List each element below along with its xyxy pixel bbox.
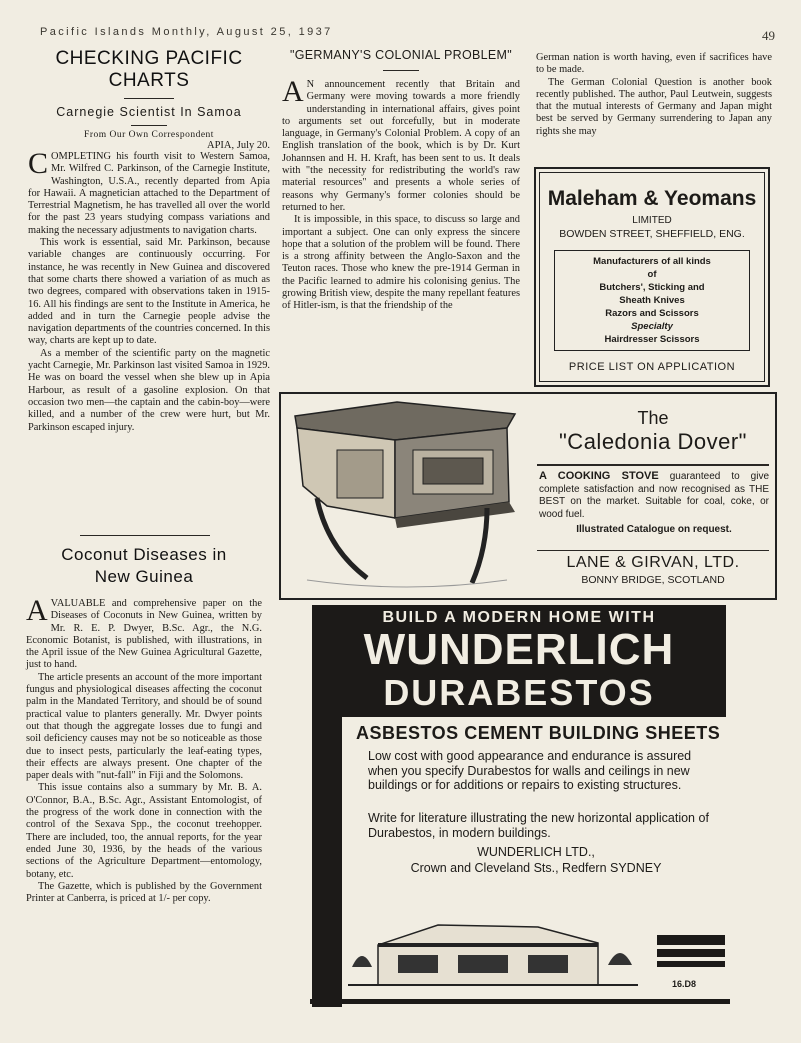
article-checking-charts bbox=[28, 48, 270, 434]
wunderlich-body1: Low cost with good appearance and endurance is assured when you specify Durabestos for walls and ceilings in new buildings or for additions or repairs to existing structures. bbox=[368, 749, 692, 792]
wunderlich-code: 16.D8 bbox=[672, 979, 697, 989]
article1-subtitle: Carnegie Scientist In Samoa bbox=[56, 105, 242, 119]
maleham-box-line: Specialty bbox=[631, 321, 673, 332]
wunderlich-banner bbox=[312, 605, 726, 717]
article3-paragraph: The German Colonial Question is another book recently published. The author, Paul Leutwein, suggests that the mutual interests of Germany and Japan might best be served by Germany surrendering to Japan any rights she may bbox=[536, 76, 772, 137]
caledonia-name: "Caledonia Dover" bbox=[559, 429, 747, 454]
ad-wunderlich bbox=[312, 605, 726, 1007]
divider bbox=[537, 464, 769, 466]
drop-cap: A bbox=[26, 594, 48, 627]
wunderlich-stripe bbox=[657, 961, 725, 967]
article3-paragraph: It is impossible, in this space, to discuss so large and important a subject. One can only express the sincere hope that a solution of the problem will be found. There is a strong affinity between the Anglo-Saxon and the Teuton races. Those who knew the pre-1914 German in the Pacific learned to admire his colonising genius. The growing British view, despite the many repellant features of Hitler-ism, is that the friendship of the bbox=[282, 214, 520, 312]
ad-caledonia-dover bbox=[279, 392, 777, 600]
wunderlich-stripe bbox=[657, 949, 725, 957]
maleham-box-line: Hairdresser Scissors bbox=[604, 334, 700, 345]
wunderlich-side-bar bbox=[312, 717, 342, 1007]
drop-cap: C bbox=[28, 147, 49, 180]
page-number: 49 bbox=[762, 28, 775, 43]
article2-title-line1: Coconut Diseases in bbox=[61, 545, 227, 564]
maleham-limited: LIMITED bbox=[632, 215, 672, 226]
article2-paragraph: The article presents an account of the more important fungus and physiological diseases affecting the coconut palm in the Mandated Territory, and should be of sound practical value to planters generally. Mr. Dwyer points out that though the aggregate losses due to fungi and soil deficiency causes may not be so noticeable as those due to insect pests, particularly the leaf-eating types, their effects are always present. One chapter of the paper deals with "nut-fall" in Fiji and the Solomons. bbox=[26, 671, 262, 782]
maleham-address: BOWDEN STREET, SHEFFIELD, ENG. bbox=[559, 228, 745, 240]
wunderlich-brand: WUNDERLICH bbox=[363, 625, 675, 674]
article2-title-line2: New Guinea bbox=[94, 567, 194, 586]
article3-continuation bbox=[536, 52, 772, 138]
wunderlich-build-line: BUILD A MODERN HOME WITH bbox=[382, 609, 656, 626]
divider bbox=[131, 125, 167, 126]
running-title: Pacific Islands Monthly, August 25, 1937 bbox=[40, 26, 333, 38]
drop-cap: A bbox=[282, 75, 304, 108]
article1-title-line2: CHARTS bbox=[108, 70, 190, 91]
caledonia-the: The bbox=[637, 408, 669, 428]
article2-paragraph: This issue contains also a summary by Mr. B. A. O'Connor, B.A., B.Sc. Agr., Assistant Entomologist, of the progress of the work done in connection with the control of the Sexava Spp., the coconut treehopper. There are included, too, the annual reports, for the year ended June 30, 1936, by the heads of the various sections of the Agriculture Department—entomology, botany, etc. bbox=[26, 782, 262, 880]
house-illustration bbox=[348, 905, 648, 995]
article3-title: "GERMANY'S COLONIAL PROBLEM" bbox=[289, 48, 513, 62]
article1-byline: From Our Own Correspondent bbox=[84, 130, 214, 140]
article-coconut-diseases bbox=[26, 544, 262, 905]
article1-paragraph: This work is essential, said Mr. Parkinson, because variable changes are continuously occurring. For instance, he was recently in New Guinea and discovered that some charts there showed a variation of as much as two degrees, compared with observations taken in 1915-16. All his findings are sent to the Institute in America, he added and in turn the Carnegie people advise the navigation departments of the countries concerned. In this way, charts are kept up to date. bbox=[28, 237, 270, 347]
article1-paragraph: OMPLETING his fourth visit to Western Samoa, Mr. Wilfred C. Parkinson, of the Carnegie Institute, Washington, U.S.A., recently departed from Apia for Hawaii. A magnetician attached to the Department of Terrestrial Magnetism, he has travelled all over the world for the past 23 years studying compass variations and making the necessary adjustments to navigation charts. bbox=[28, 151, 270, 236]
caledonia-location: BONNY BRIDGE, SCOTLAND bbox=[581, 574, 725, 586]
wunderlich-address: Crown and Cleveland Sts., Redfern SYDNEY bbox=[410, 861, 662, 875]
maleham-box-line: Manufacturers of all kinds bbox=[593, 256, 711, 267]
divider bbox=[383, 70, 419, 71]
article2-paragraph: VALUABLE and comprehensive paper on the Diseases of Coconuts in New Guinea, written by Mr. R. E. P. Dwyer, B.Sc. Agr., the N.G. Economic Botanist, is published, with illustrations, in the April issue of the New Guinea Agricultural Gazette, just to hand. bbox=[26, 598, 262, 671]
maleham-box-line: Butchers', Sticking and bbox=[599, 282, 705, 293]
divider bbox=[80, 535, 210, 536]
maleham-name: Maleham & Yeomans bbox=[547, 187, 757, 210]
wunderlich-product: ASBESTOS CEMENT BUILDING SHEETS bbox=[356, 723, 721, 743]
wunderlich-bottom-bar bbox=[310, 999, 730, 1004]
ad-maleham-yeomans bbox=[534, 167, 770, 387]
divider bbox=[537, 550, 769, 551]
wunderlich-company: WUNDERLICH LTD., bbox=[477, 845, 595, 859]
article3-paragraph: German nation is worth having, even if sacrifices have to be made. bbox=[536, 52, 772, 76]
caledonia-tagline: A COOKING STOVE bbox=[539, 470, 659, 482]
maleham-products-box bbox=[554, 250, 750, 351]
maleham-box-line: Sheath Knives bbox=[619, 295, 685, 306]
article2-paragraph: The Gazette, which is published by the Government Printer at Canberra, is priced at 1/- per copy. bbox=[26, 880, 262, 905]
divider bbox=[124, 98, 174, 99]
caledonia-company: LANE & GIRVAN, LTD. bbox=[566, 554, 740, 571]
caledonia-catalogue: Illustrated Catalogue on request. bbox=[576, 524, 732, 535]
article3-paragraph: N announcement recently that Britain and Germany were moving towards a more friendly understanding in international affairs, gives point to arguments set out forcefully, but in moderate language, in Germany's Colonial Problem. A copy of an English translation of the book, which is by Dr. Kurt Johannsen and H. H. Kraft, has been sent to us. It deals with "the necessity for redistributing the world's raw material resources" and presents a whole series of reasons why Germany's former colonies should be returned to her. bbox=[282, 79, 520, 213]
stove-illustration bbox=[287, 398, 519, 594]
maleham-box-line: Razors and Scissors bbox=[605, 308, 699, 319]
maleham-box-line: of bbox=[647, 269, 657, 280]
article1-paragraph: As a member of the scientific party on the magnetic yacht Carnegie, Mr. Parkinson last visited Samoa in 1929. He was on board the vessel when she blew up in Apia Harbour, as result of a gasoline explosion. On that occasion two men—the captain and the cabin-boy—were killed, and a number of the crew were hurt, but Mr. Parkinson escaped injury. bbox=[28, 347, 270, 433]
article1-title-line1: CHECKING PACIFIC bbox=[55, 48, 243, 69]
wunderlich-body2: Write for literature illustrating the new horizontal application of Durabestos, in modern buildings. bbox=[368, 811, 709, 840]
wunderlich-stripe bbox=[657, 935, 725, 945]
durabestos-brand: DURABESTOS bbox=[383, 672, 655, 713]
caledonia-description: guaranteed to give complete satisfaction and now recognised as THE BEST on the market. Suitable for coal, coke, or wood fuel. bbox=[539, 471, 770, 520]
article-germany-colonial bbox=[282, 48, 520, 313]
maleham-footer: PRICE LIST ON APPLICATION bbox=[568, 361, 736, 373]
article1-dateline: APIA, July 20. bbox=[206, 140, 270, 151]
